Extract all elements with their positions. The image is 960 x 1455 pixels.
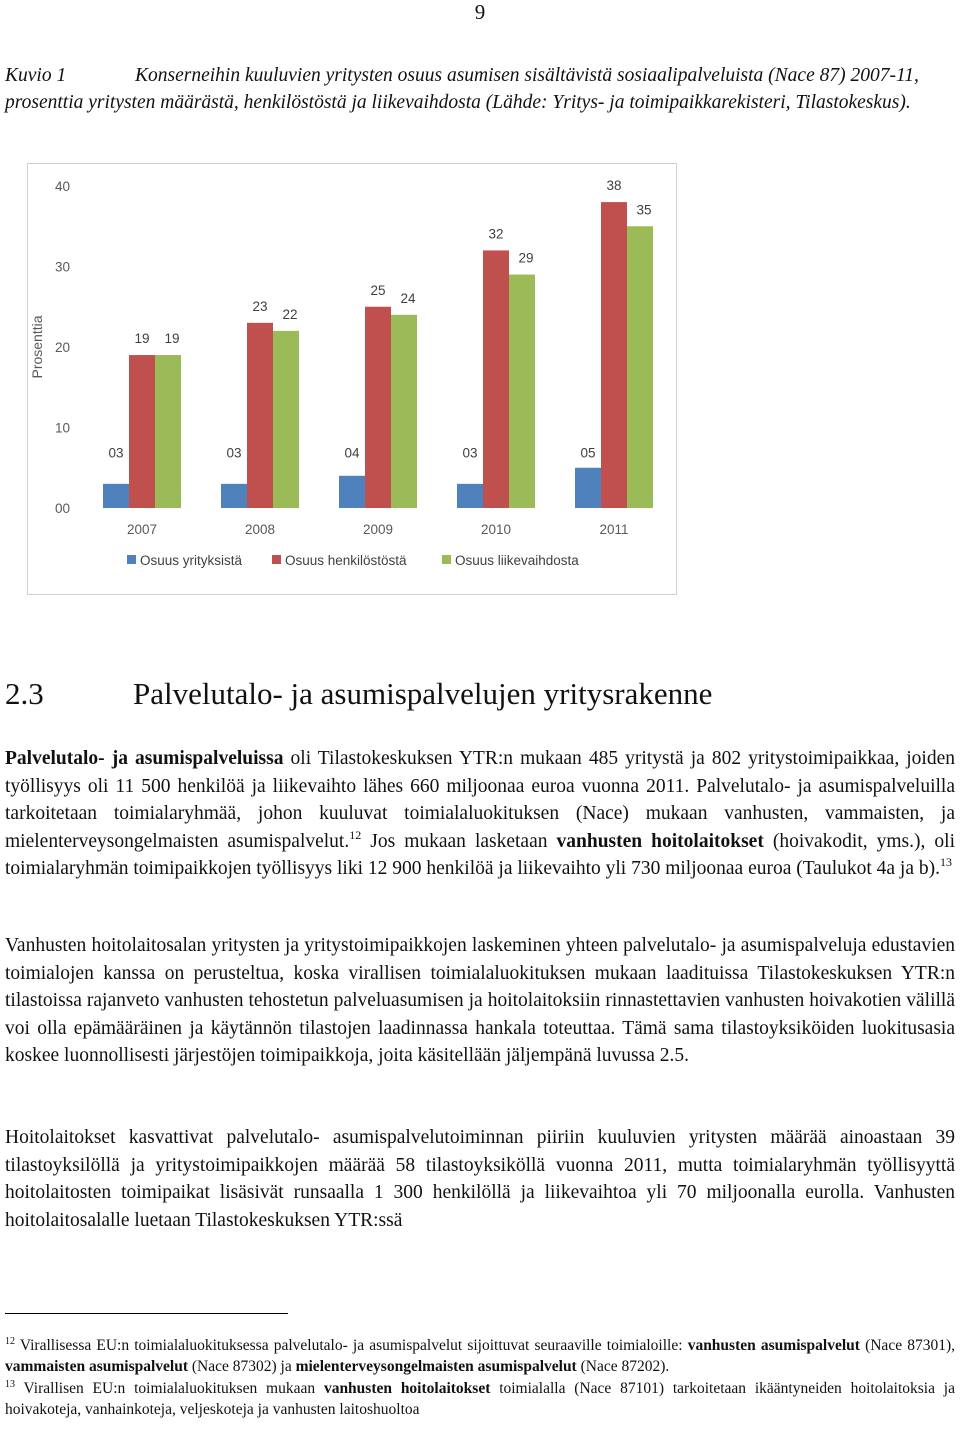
bold-term: Palvelutalo- ja asumispalveluissa <box>5 748 284 769</box>
footnote-13 <box>5 1378 955 1420</box>
paragraph-text: oli Tilastokeskuksen YTR:n mukaan 485 yritystä ja 802 yritystoimipaikkaa, joiden työllisyys oli 11 500 henkilöä ja liikevaihto lähes 660 miljoonaa euroa vuonna 2011. Palvelutalo- ja asumispalveluilla tarkoitetaan toimialaryhmää, johon kuuluvat toimialaluokituksen (Nace) mukaan vanhusten, vammaisten, ja mielenterveysongelmaisten asumispalvelut. <box>5 748 956 852</box>
bar-2010-1 <box>457 484 483 508</box>
bar-2011-2 <box>601 202 627 508</box>
footnote-bold: mielenterveysongelmaisten asumispalvelut <box>295 1358 577 1375</box>
paragraph-1 <box>5 745 955 883</box>
footnote-text: Virallisessa EU:n toimialaluokituksessa palvelutalo- ja asumispalvelut sijoittuvat seuraaville toimialoille: <box>15 1337 688 1354</box>
footnote-bold: vanhusten hoitolaitokset <box>323 1380 491 1397</box>
bar-2011-3 <box>627 226 653 508</box>
bar-2010-3 <box>509 275 535 508</box>
bold-term: vanhusten hoitolaitokset <box>556 830 764 852</box>
data-label: 38 <box>606 178 622 194</box>
data-label: 32 <box>488 226 504 242</box>
footnote-bold: vammaisten asumispalvelut <box>5 1358 188 1375</box>
footnote-number: 13 <box>5 1379 15 1390</box>
data-label: 19 <box>164 331 180 347</box>
paragraph-2: Vanhusten hoitolaitosalan yritysten ja yritystoimipaikkojen laskeminen yhteen palvelutalo- ja asumispalveluja edustavien toimialojen kanssa on perusteltua, koska virallisen toimialaluokituksen mukaan laadituissa Tilastokeskuksen YTR:n tilastoissa rajanveto vanhusten tehostetun palveluasumisen ja hoitolaitoksiin rinnastettavien vanhusten hoivakotien välillä voi olla epämääräinen ja käytännön tilastojen laadinnassa hankala toteuttaa. Tämä sama tilastoyksiköiden luokitusasia koskee luonnollisesti järjestöjen toimipaikkoja, joita käsitellään jäljempänä luvussa 2.5. <box>5 935 955 1066</box>
data-label: 23 <box>252 298 268 314</box>
bar-2009-2 <box>365 307 391 508</box>
bar-2007-3 <box>155 355 181 508</box>
footnote-divider <box>5 1313 288 1314</box>
footnote-text: (Nace 87202). <box>576 1358 670 1375</box>
bar-2008-1 <box>221 484 247 508</box>
legend-swatch <box>442 555 451 564</box>
data-label: 03 <box>462 445 478 461</box>
data-label: 24 <box>400 290 416 306</box>
data-label: 29 <box>518 250 534 266</box>
footnote-12 <box>5 1335 955 1377</box>
legend-label: Osuus yrityksistä <box>140 553 243 568</box>
data-label: 03 <box>226 445 242 461</box>
bar-2010-2 <box>483 250 509 508</box>
bar-2008-2 <box>247 323 273 508</box>
y-tick-label: 00 <box>54 501 70 516</box>
x-tick-label: 2010 <box>480 522 512 537</box>
y-tick-label: 10 <box>54 420 70 436</box>
y-tick-label: 20 <box>54 340 70 355</box>
footnote-text: (Nace 87302) ja <box>188 1358 296 1375</box>
bar-2007-1 <box>103 484 129 508</box>
paragraph-3: Hoitolaitokset kasvattivat palvelutalo- asumispalvelutoiminnan piiriin kuuluvien yritysten määrää ainoastaan 39 tilastoyksilöllä ja yritystoimipaikkojen määrää 58 tilastoyksiköllä vuonna 2011, mutta toimialaryhmän työllisyyttä hoitolaitosten toimipaikat lisäsivät runsaalla 1 300 henkilöllä ja liikevaihtoa yli 70 miljoonalla eurolla. Vanhusten hoitolaitosalalle luetaan Tilastokeskuksen YTR:ssä <box>5 1127 955 1231</box>
data-label: 22 <box>282 306 298 322</box>
figure-label: Kuvio 1 <box>5 65 67 86</box>
footnote-text: toimialalla (Nace 87101) tarkoitetaan ikääntyneiden hoitolaitoksia ja hoivakoteja, vanhainkoteja, veljeskoteja ja vanhusten laitoshuoltoa <box>5 1380 955 1418</box>
footnote-number: 12 <box>5 1336 15 1347</box>
y-tick-label: 30 <box>54 259 70 275</box>
section-title: Palvelutalo- ja asumispalvelujen yritysrakenne <box>133 676 713 711</box>
chart-svg <box>28 164 676 594</box>
section-number: 2.3 <box>5 676 44 711</box>
bar-2011-1 <box>575 468 601 508</box>
figure-caption-text: Konserneihin kuuluvien yritysten osuus asumisen sisältävistä sosiaalipalveluista (Nace 87) 2007-11, prosenttia yritysten määrästä, henkilöstöstä ja liikevaihdosta (Lähde: Yritys- ja toimipaikkarekisteri, Tilastokeskus). <box>5 65 919 113</box>
data-label: 04 <box>344 445 360 461</box>
footnote-bold: vanhusten asumispalvelut <box>687 1337 860 1354</box>
section-heading <box>5 676 712 712</box>
x-tick-label: 2007 <box>126 522 158 537</box>
footnotes <box>5 1335 955 1421</box>
data-label: 25 <box>370 282 386 298</box>
bar-chart <box>27 163 677 595</box>
paragraph-text: Jos mukaan lasketaan <box>361 830 557 852</box>
bar-2009-3 <box>391 315 417 508</box>
footnote-ref[interactable]: 13 <box>940 855 953 869</box>
data-label: 19 <box>134 331 150 347</box>
y-axis-label: Prosenttia <box>29 315 45 379</box>
bar-2009-1 <box>339 476 365 508</box>
data-label: 03 <box>108 445 124 461</box>
footnote-ref[interactable]: 12 <box>349 827 362 842</box>
legend-label: Osuus henkilöstöstä <box>285 553 407 568</box>
legend-label: Osuus liikevaihdosta <box>455 553 579 568</box>
data-label: 35 <box>636 202 652 218</box>
bar-2008-3 <box>273 331 299 508</box>
paragraph-text: (hoivakodit, yms.), oli toimialaryhmän toimipaikkojen työllisyys liki 12 900 henkilöä ja liikevaihto yli 730 miljoonaa euroa (Taulukot 4a ja b). <box>5 830 955 879</box>
footnote-text: Virallisen EU:n toimialaluokituksen mukaan <box>15 1380 324 1397</box>
x-tick-label: 2008 <box>244 522 276 537</box>
x-tick-label: 2009 <box>362 522 394 537</box>
figure-caption <box>5 62 955 116</box>
y-tick-label: 40 <box>54 179 70 194</box>
data-label: 05 <box>580 445 596 461</box>
legend-swatch <box>127 555 136 564</box>
bar-2007-2 <box>129 355 155 508</box>
footnote-text: (Nace 87301), <box>859 1337 956 1354</box>
x-tick-label: 2011 <box>599 522 629 537</box>
legend-swatch <box>272 555 281 564</box>
page-number: 9 <box>474 0 486 24</box>
